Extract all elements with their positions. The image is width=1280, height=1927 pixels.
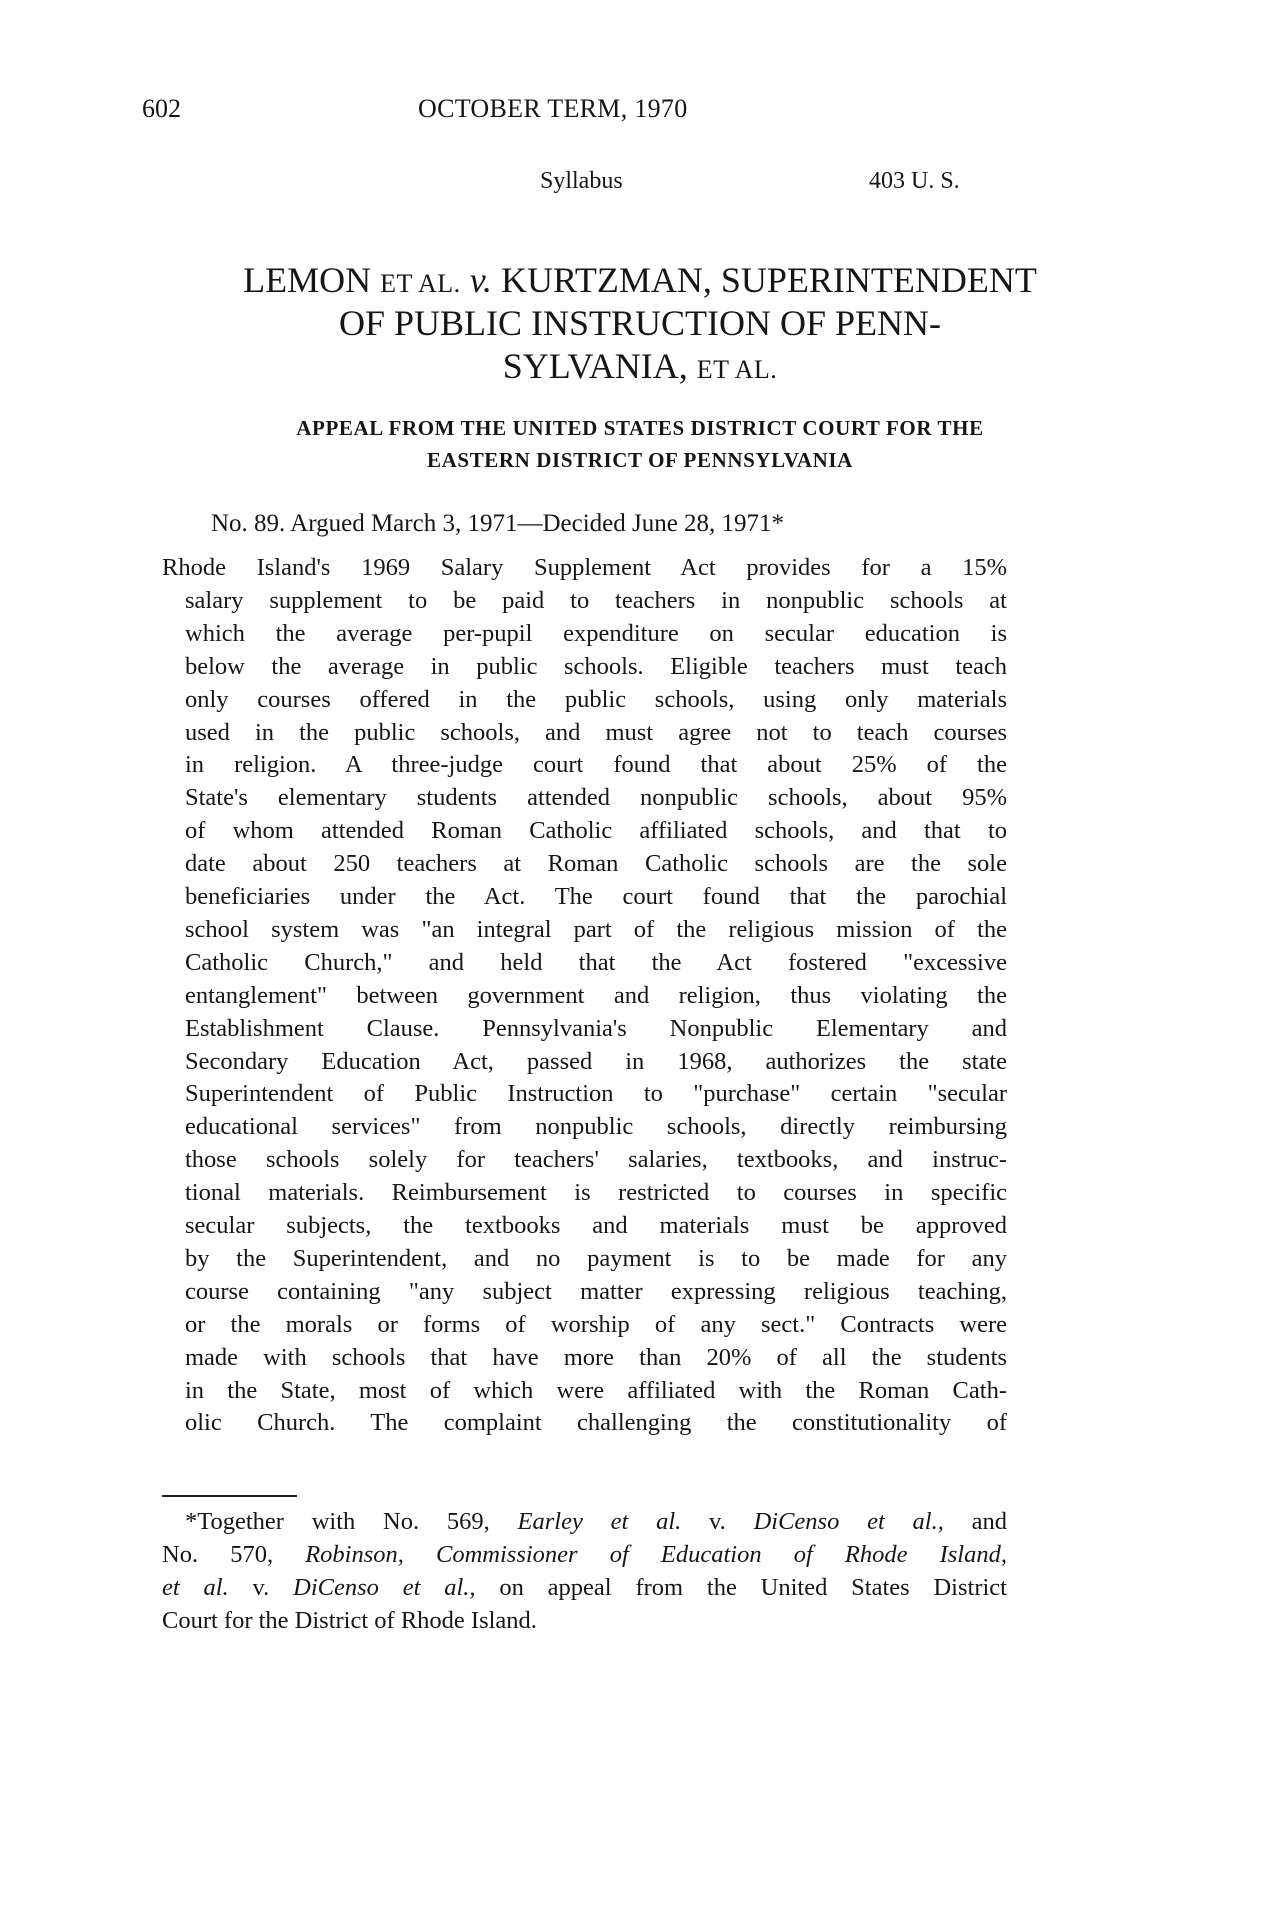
syllabus-line: course containing "any subject matter expressing religious teaching, — [185, 1277, 1007, 1305]
docket-line: No. 89. Argued March 3, 1971—Decided June 28, 1971* — [211, 510, 785, 537]
section-label: Syllabus — [540, 168, 623, 194]
appeal-line-1: APPEAL FROM THE UNITED STATES DISTRICT COURT FOR THE — [296, 416, 984, 440]
title-et-al: ET AL. — [380, 269, 461, 298]
syllabus-line: made with schools that have more than 20% of all the students — [185, 1343, 1007, 1371]
case-title-line-1 — [0, 259, 1280, 305]
syllabus-line: entanglement" between government and religion, thus violating the — [185, 981, 1007, 1009]
title-party-kurtzman: KURTZMAN, SUPERINTENDENT — [501, 260, 1037, 300]
footnote-line-4: Court for the District of Rhode Island. — [162, 1607, 537, 1634]
footnote-text: and — [971, 1508, 1007, 1535]
footnote-text: No. 570, — [162, 1541, 274, 1568]
syllabus-line: Secondary Education Act, passed in 1968, authorizes the state — [185, 1047, 1007, 1075]
syllabus-line: below the average in public schools. Eligible teachers must teach — [185, 652, 1007, 680]
syllabus-line: Rhode Island's 1969 Salary Supplement Act provides for a 15% — [162, 554, 1007, 581]
running-head: OCTOBER TERM, 1970 — [418, 94, 688, 123]
syllabus-line: of whom attended Roman Catholic affiliated schools, and that to — [185, 817, 1007, 845]
syllabus-line: Superintendent of Public Instruction to "purchase" certain "secular — [185, 1080, 1007, 1108]
syllabus-line: Catholic Church," and held that the Act fostered "excessive — [185, 948, 1007, 976]
syllabus-line: in religion. A three-judge court found that about 25% of the — [185, 751, 1007, 779]
footnote-rule — [162, 1495, 297, 1497]
syllabus-line: school system was "an integral part of the religious mission of the — [185, 915, 1007, 943]
syllabus-line: tional materials. Reimbursement is restricted to courses in specific — [185, 1179, 1007, 1207]
syllabus-line: or the morals or forms of worship of any sect." Contracts were — [185, 1310, 1007, 1338]
syllabus-line: salary supplement to be paid to teachers in nonpublic schools at — [185, 586, 1007, 614]
title-et-al: ET AL. — [696, 355, 778, 384]
footnote-text: v. — [709, 1508, 726, 1535]
syllabus-line: beneficiaries under the Act. The court found that the parochial — [185, 883, 1007, 910]
syllabus-line: which the average per-pupil expenditure on secular education is — [185, 619, 1007, 647]
footnote-case-name: DiCenso et al., — [753, 1508, 944, 1535]
footnote-case-name: et al. — [162, 1574, 229, 1601]
footnote-line-3 — [162, 1571, 1007, 1604]
syllabus-line: by the Superintendent, and no payment is to be made for any — [185, 1244, 1007, 1272]
syllabus-line: those schools solely for teachers' salaries, textbooks, and instruc- — [185, 1146, 1007, 1174]
appeal-line-2: EASTERN DISTRICT OF PENNSYLVANIA — [427, 448, 853, 472]
footnote-line-1 — [185, 1505, 1007, 1538]
footnote-text: on appeal from the United States District — [499, 1574, 1007, 1601]
footnote-case-name: DiCenso et al., — [293, 1574, 476, 1601]
case-title-line-2: OF PUBLIC INSTRUCTION OF PENN- — [338, 303, 942, 343]
footnote-case-name: Earley et al. — [517, 1508, 682, 1535]
case-title-line-3 — [0, 345, 1280, 391]
title-party-lemon: LEMON — [243, 260, 372, 300]
syllabus-line: used in the public schools, and must agree not to teach courses — [185, 718, 1007, 746]
page-number: 602 — [142, 94, 181, 123]
syllabus-line: only courses offered in the public schools, using only materials — [185, 685, 1007, 713]
footnote-case-name: Robinson, Commissioner of Education of Rhode Island, — [305, 1541, 1007, 1568]
syllabus-line: Establishment Clause. Pennsylvania's Nonpublic Elementary and — [185, 1014, 1007, 1042]
footnote-line-2 — [162, 1538, 1007, 1571]
volume-reference: 403 U. S. — [869, 168, 960, 194]
syllabus-line: secular subjects, the textbooks and materials must be approved — [185, 1212, 1007, 1239]
syllabus-line: State's elementary students attended nonpublic schools, about 95% — [185, 784, 1007, 812]
syllabus-line: in the State, most of which were affiliated with the Roman Cath- — [185, 1376, 1007, 1404]
syllabus-line: date about 250 teachers at Roman Catholic schools are the sole — [185, 850, 1007, 878]
syllabus-line: educational services" from nonpublic schools, directly reimbursing — [185, 1113, 1007, 1141]
syllabus-line: olic Church. The complaint challenging the constitutionality of — [185, 1409, 1007, 1437]
footnote-text: *Together with No. 569, — [185, 1508, 490, 1535]
footnote-text: v. — [252, 1574, 270, 1601]
title-sylvania: SYLVANIA, — [502, 346, 688, 386]
title-versus: v. — [469, 260, 492, 300]
